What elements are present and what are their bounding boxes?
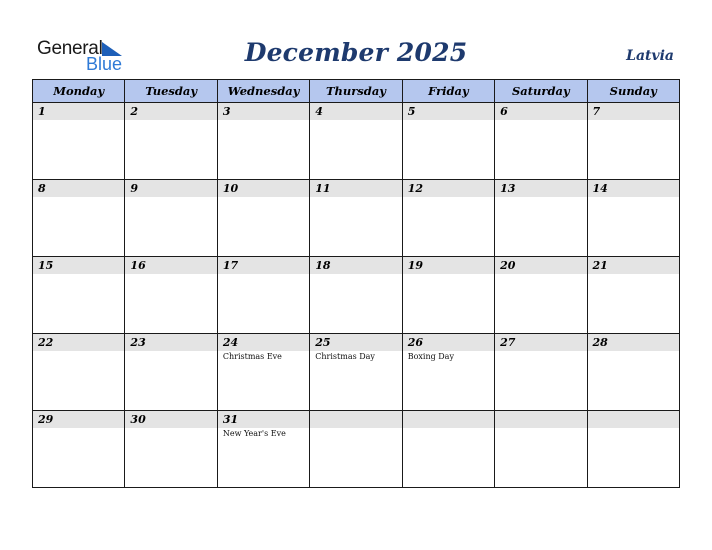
day-cell (217, 334, 309, 411)
day-cell (217, 103, 309, 180)
day-cell (217, 180, 309, 257)
day-number: 23 (125, 334, 216, 351)
day-cell (495, 257, 587, 334)
day-cell (587, 411, 679, 488)
day-cell (125, 257, 217, 334)
day-number: 12 (403, 180, 494, 197)
day-cell (310, 411, 402, 488)
holiday-label: Boxing Day (407, 352, 454, 361)
week-row (33, 180, 680, 257)
day-number: 22 (33, 334, 124, 351)
day-cell (33, 257, 125, 334)
day-number: 20 (495, 257, 586, 274)
logo-blue-text: Blue (86, 54, 123, 74)
day-cell (125, 180, 217, 257)
weekday-header: Saturday (495, 80, 587, 103)
day-number: 15 (33, 257, 124, 274)
week-row (33, 257, 680, 334)
day-number: 13 (495, 180, 586, 197)
holiday-label: New Year's Eve (222, 429, 286, 438)
day-number: 25 (310, 334, 401, 351)
day-number (403, 411, 494, 428)
calendar-body (33, 103, 680, 488)
day-cell (587, 103, 679, 180)
day-number: 30 (125, 411, 216, 428)
day-number (495, 411, 586, 428)
day-number: 27 (495, 334, 586, 351)
holiday-label: Christmas Eve (222, 352, 282, 361)
day-number: 21 (588, 257, 679, 274)
calendar-grid (32, 79, 680, 488)
day-number: 5 (403, 103, 494, 120)
day-cell (33, 180, 125, 257)
day-cell (125, 334, 217, 411)
day-number (310, 411, 401, 428)
day-number: 3 (218, 103, 309, 120)
day-number: 26 (403, 334, 494, 351)
day-number: 4 (310, 103, 401, 120)
day-number: 17 (218, 257, 309, 274)
day-cell (33, 103, 125, 180)
day-cell (217, 411, 309, 488)
day-cell (587, 180, 679, 257)
day-number: 1 (33, 103, 124, 120)
day-number: 24 (218, 334, 309, 351)
day-cell (402, 334, 494, 411)
weekday-header-row (33, 80, 680, 103)
day-cell (310, 334, 402, 411)
weekday-header: Wednesday (217, 80, 309, 103)
week-row (33, 103, 680, 180)
day-number: 6 (495, 103, 586, 120)
day-number: 16 (125, 257, 216, 274)
day-cell (495, 411, 587, 488)
day-number: 2 (125, 103, 216, 120)
week-row (33, 334, 680, 411)
day-number: 31 (218, 411, 309, 428)
holiday-label: Christmas Day (315, 352, 375, 361)
calendar-title: December 2025 (244, 38, 468, 67)
day-cell (587, 257, 679, 334)
day-cell (33, 334, 125, 411)
day-cell (402, 180, 494, 257)
day-number: 7 (588, 103, 679, 120)
day-number: 8 (33, 180, 124, 197)
day-cell (495, 103, 587, 180)
day-cell (310, 103, 402, 180)
day-number: 18 (310, 257, 401, 274)
day-cell (402, 411, 494, 488)
weekday-header: Sunday (587, 80, 679, 103)
day-cell (217, 257, 309, 334)
day-number: 28 (588, 334, 679, 351)
day-number: 11 (310, 180, 401, 197)
logo-general-text: General (37, 38, 103, 59)
day-number: 10 (218, 180, 309, 197)
day-number: 14 (588, 180, 679, 197)
day-cell (587, 334, 679, 411)
day-cell (495, 180, 587, 257)
day-cell (402, 103, 494, 180)
weekday-header: Friday (402, 80, 494, 103)
weekday-header: Thursday (310, 80, 402, 103)
day-cell (310, 180, 402, 257)
day-cell (310, 257, 402, 334)
day-cell (125, 103, 217, 180)
day-number: 19 (403, 257, 494, 274)
day-number (588, 411, 679, 428)
weekday-header: Tuesday (125, 80, 217, 103)
day-cell (495, 334, 587, 411)
day-cell (402, 257, 494, 334)
day-number: 9 (125, 180, 216, 197)
weekday-header: Monday (33, 80, 125, 103)
day-number: 29 (33, 411, 124, 428)
week-row (33, 411, 680, 488)
day-cell (33, 411, 125, 488)
country-label: Latvia (626, 48, 674, 64)
day-cell (125, 411, 217, 488)
